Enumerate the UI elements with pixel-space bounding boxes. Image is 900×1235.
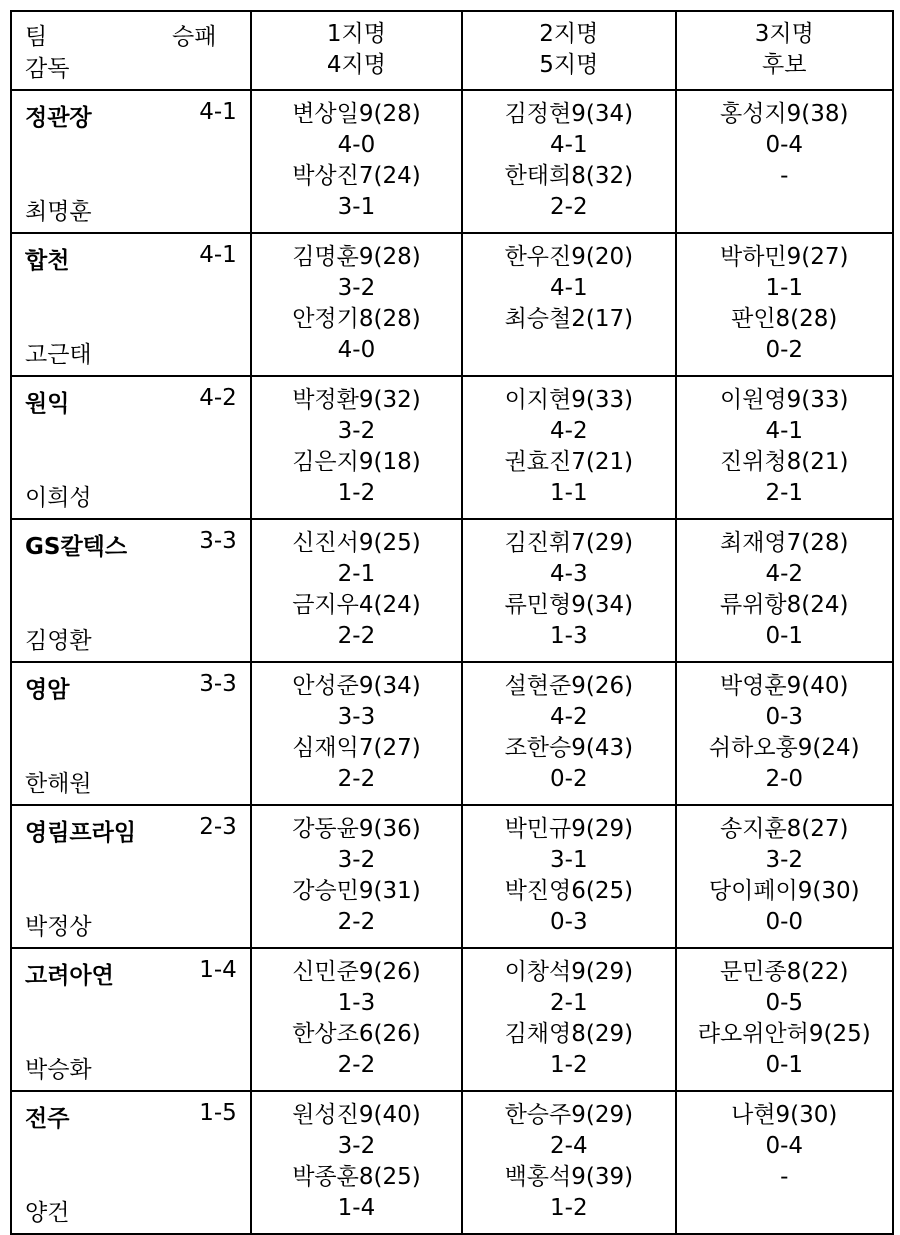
player-entry: 최승철2(17) (504, 306, 634, 332)
player-record: 1-2 (550, 1052, 588, 1078)
player-record: 2-1 (765, 480, 804, 506)
player-record: 3-2 (765, 847, 804, 873)
player-record: 4-1 (550, 132, 588, 158)
team-name: 영림프라임 (25, 820, 137, 846)
team-row (11, 948, 893, 1091)
pick-cell-3 (676, 662, 893, 805)
header-record-label: 승패 (172, 24, 217, 50)
player-record: 1-3 (337, 990, 376, 1016)
player-entry: 원성진9(40) (292, 1102, 421, 1128)
player-record: 0-1 (765, 1052, 804, 1078)
player-record: 3-2 (337, 418, 376, 444)
player-entry: 김채영8(29) (504, 1021, 634, 1047)
player-record: 3-3 (337, 704, 376, 730)
pick-cell-1 (251, 519, 462, 662)
pick-cell-1 (251, 805, 462, 948)
pick-cell-1 (251, 948, 462, 1091)
pick-cell-2 (462, 1091, 675, 1234)
team-row (11, 376, 893, 519)
player-record: 3-2 (337, 275, 376, 301)
player-entry: - (780, 1164, 789, 1190)
team-row (11, 1091, 893, 1234)
player-entry: 진위청8(21) (720, 449, 849, 475)
team-record: 3-3 (199, 528, 237, 554)
player-record: 1-3 (550, 623, 588, 649)
player-record (463, 335, 674, 366)
pick-cell-2 (462, 90, 675, 233)
player-record (677, 1193, 892, 1224)
team-name: GS칼텍스 (25, 534, 128, 560)
player-entry: 백홍석9(39) (504, 1164, 634, 1190)
player-entry: 류민형9(34) (504, 592, 634, 618)
player-entry: 이원영9(33) (720, 387, 849, 413)
header-team-cell (11, 11, 251, 90)
team-cell (11, 662, 251, 805)
player-record: 4-2 (550, 418, 588, 444)
player-entry: 랴오위안허9(25) (697, 1021, 871, 1047)
player-entry: 문민종8(22) (720, 959, 849, 985)
pick-cell-2 (462, 519, 675, 662)
player-record: 3-1 (550, 847, 588, 873)
team-row (11, 805, 893, 948)
header-reserve-label: 후보 (762, 52, 807, 78)
player-record: 4-0 (337, 132, 376, 158)
player-record: 0-0 (765, 909, 804, 935)
team-name: 전주 (25, 1106, 70, 1132)
player-record: 2-2 (550, 194, 588, 220)
team-name: 고려아연 (25, 963, 114, 989)
pick-cell-3 (676, 233, 893, 376)
pick-cell-1 (251, 90, 462, 233)
header-pick3-label: 3지명 (754, 21, 814, 47)
team-cell (11, 90, 251, 233)
header-coach-label: 감독 (25, 56, 70, 82)
player-record: 3-2 (337, 847, 376, 873)
team-name: 합천 (25, 248, 70, 274)
pick-cell-3 (676, 1091, 893, 1234)
player-entry: 심재익7(27) (292, 735, 421, 761)
pick-cell-1 (251, 233, 462, 376)
player-entry: 한상조6(26) (292, 1021, 421, 1047)
player-record: 2-0 (765, 766, 804, 792)
player-entry: 강동윤9(36) (292, 816, 421, 842)
player-record: 0-4 (765, 132, 804, 158)
player-entry: 안성준9(34) (292, 673, 421, 699)
player-record: 1-2 (550, 1195, 588, 1221)
player-entry: 홍성지9(38) (720, 101, 849, 127)
pick-cell-3 (676, 90, 893, 233)
player-record: 0-1 (765, 623, 804, 649)
player-entry: 당이페이9(30) (708, 878, 860, 904)
team-name: 원익 (25, 391, 70, 417)
pick-cell-2 (462, 233, 675, 376)
pick-cell-3 (676, 376, 893, 519)
player-entry: 김명훈9(28) (292, 244, 421, 270)
player-entry: - (780, 163, 789, 189)
team-record: 4-1 (199, 242, 237, 268)
team-cell (11, 1091, 251, 1234)
player-entry: 한우진9(20) (504, 244, 634, 270)
player-record: 4-1 (550, 275, 588, 301)
player-entry: 김진휘7(29) (504, 530, 634, 556)
team-name: 영암 (25, 677, 70, 703)
team-record: 4-1 (199, 99, 237, 125)
player-entry: 김은지9(18) (292, 449, 421, 475)
header-pick3-cell (676, 11, 893, 90)
player-entry: 금지우4(24) (292, 592, 421, 618)
team-record: 1-5 (199, 1100, 237, 1126)
player-entry: 판인8(28) (731, 306, 838, 332)
team-coach: 박승화 (25, 1057, 92, 1083)
player-entry: 최재영7(28) (720, 530, 849, 556)
player-record: 2-1 (337, 561, 376, 587)
player-entry: 박진영6(25) (504, 878, 634, 904)
team-coach: 양건 (25, 1200, 70, 1226)
player-record: 3-1 (337, 194, 376, 220)
pick-cell-1 (251, 376, 462, 519)
player-record: 1-4 (337, 1195, 376, 1221)
player-entry: 류위항8(24) (720, 592, 849, 618)
player-entry: 쉬하오훙9(24) (708, 735, 860, 761)
pick-cell-3 (676, 948, 893, 1091)
team-record: 2-3 (199, 814, 237, 840)
player-record: 0-3 (765, 704, 804, 730)
player-record: 0-3 (550, 909, 588, 935)
player-record: 0-2 (550, 766, 588, 792)
team-cell (11, 948, 251, 1091)
player-entry: 신민준9(26) (292, 959, 421, 985)
player-entry: 신진서9(25) (292, 530, 421, 556)
header-pick2-cell (462, 11, 675, 90)
player-entry: 안정기8(28) (292, 306, 421, 332)
team-cell (11, 519, 251, 662)
player-record: 3-2 (337, 1133, 376, 1159)
pick-cell-2 (462, 805, 675, 948)
team-coach: 김영환 (25, 628, 92, 654)
player-record: 1-1 (765, 275, 804, 301)
pick-cell-1 (251, 662, 462, 805)
team-coach: 고근태 (25, 342, 92, 368)
header-pick5-label: 5지명 (539, 52, 599, 78)
header-pick1-label: 1지명 (326, 21, 386, 47)
team-cell (11, 233, 251, 376)
player-record: 2-2 (337, 1052, 376, 1078)
player-record: 0-4 (765, 1133, 804, 1159)
table-body (11, 90, 893, 1234)
header-team-label: 팀 (25, 24, 48, 50)
team-cell (11, 805, 251, 948)
draft-table (10, 10, 894, 1235)
player-record: 2-2 (337, 909, 376, 935)
team-row (11, 519, 893, 662)
team-record: 4-2 (199, 385, 237, 411)
player-entry: 이창석9(29) (504, 959, 634, 985)
team-record: 3-3 (199, 671, 237, 697)
pick-cell-3 (676, 805, 893, 948)
player-record: 2-1 (550, 990, 588, 1016)
pick-cell-3 (676, 519, 893, 662)
player-record: 2-4 (550, 1133, 588, 1159)
player-entry: 박종훈8(25) (292, 1164, 421, 1190)
player-record: 2-2 (337, 623, 376, 649)
player-entry: 박영훈9(40) (720, 673, 849, 699)
team-cell (11, 376, 251, 519)
team-name: 정관장 (25, 105, 92, 131)
player-entry: 박하민9(27) (720, 244, 849, 270)
header-pick4-label: 4지명 (326, 52, 386, 78)
player-entry: 박민규9(29) (504, 816, 634, 842)
player-entry: 박정환9(32) (292, 387, 421, 413)
player-entry: 김정현9(34) (504, 101, 634, 127)
player-entry: 권효진7(21) (504, 449, 634, 475)
team-coach: 박정상 (25, 914, 92, 940)
player-entry: 조한승9(43) (504, 735, 634, 761)
player-entry: 강승민9(31) (292, 878, 421, 904)
player-record: 1-2 (337, 480, 376, 506)
player-record: 4-1 (765, 418, 804, 444)
team-row (11, 662, 893, 805)
pick-cell-2 (462, 948, 675, 1091)
pick-cell-1 (251, 1091, 462, 1234)
team-coach: 이희성 (25, 485, 92, 511)
player-record: 2-2 (337, 766, 376, 792)
pick-cell-2 (462, 376, 675, 519)
player-entry: 이지현9(33) (504, 387, 634, 413)
player-record: 4-2 (765, 561, 804, 587)
player-entry: 변상일9(28) (292, 101, 421, 127)
player-entry: 한승주9(29) (504, 1102, 634, 1128)
player-entry: 송지훈8(27) (720, 816, 849, 842)
header-pick2-label: 2지명 (539, 21, 599, 47)
player-record: 4-2 (550, 704, 588, 730)
team-coach: 한해원 (25, 771, 92, 797)
player-entry: 박상진7(24) (292, 163, 421, 189)
player-record: 4-3 (550, 561, 588, 587)
team-coach: 최명훈 (25, 199, 92, 225)
team-record: 1-4 (199, 957, 237, 983)
player-record: 0-5 (765, 990, 804, 1016)
player-record (677, 192, 892, 223)
player-record: 4-0 (337, 337, 376, 363)
player-entry: 나현9(30) (731, 1102, 838, 1128)
header-pick1-cell (251, 11, 462, 90)
header-row (11, 11, 893, 90)
player-entry: 설현준9(26) (504, 673, 634, 699)
pick-cell-2 (462, 662, 675, 805)
team-row (11, 233, 893, 376)
player-entry: 한태희8(32) (504, 163, 634, 189)
team-row (11, 90, 893, 233)
player-record: 0-2 (765, 337, 804, 363)
player-record: 1-1 (550, 480, 588, 506)
